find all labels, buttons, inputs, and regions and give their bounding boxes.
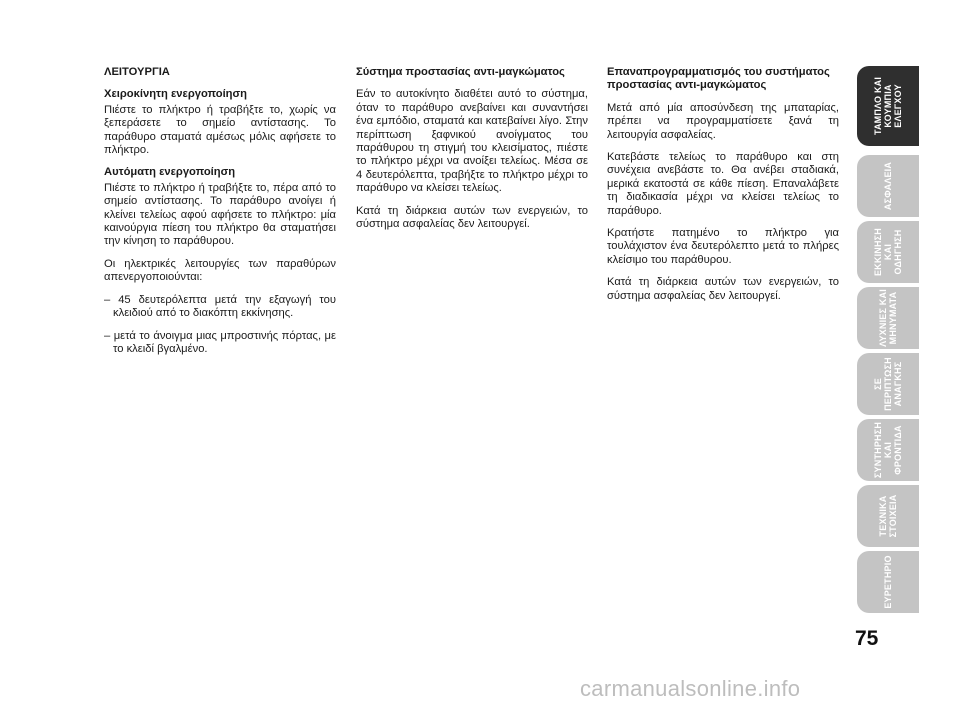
column-1: [104, 66, 336, 365]
paragraph: Οι ηλεκτρικές λειτουργίες των παραθύρων απενεργοποιούνται:: [104, 257, 336, 284]
subheading-manual: Χειροκίνητη ενεργοποίηση: [104, 88, 247, 101]
tab-emergency[interactable]: [857, 353, 919, 415]
tab-starting-driving[interactable]: [857, 221, 919, 283]
paragraph: Εάν το αυτοκίνητο διαθέτει αυτό το σύστημα, όταν το παράθυρο ανεβαίνει και συναντήσει ένα εμπόδιο, σταματά και κατεβαίνει λίγο. Στην περίπτωση ξαφνικού ανοίγματος του παράθυρου τη στιγμή του κλεισίματος, πιέστε το πλήκτρο μέχρι να ανοίξει τελείως. Μέσα σε 4 δευτερόλεπτα, τραβήξτε το πλήκτρο μέχρι το παράθυρο να κλείσει τελείως.: [356, 88, 588, 195]
bullet-item: – μετά το άνοιγμα μιας μπροστινής πόρτας, με το κλειδί βγαλμένο.: [104, 329, 336, 355]
page-number: 75: [855, 627, 879, 650]
tab-technical-data[interactable]: [857, 485, 919, 547]
subheading-automatic: Αυτόματη ενεργοποίηση: [104, 166, 236, 179]
bullet-item: – 45 δευτερόλεπτα μετά την εξαγωγή του κλειδιού από το διακόπτη εκκίνησης.: [104, 293, 336, 320]
tab-label: ΤΕΧΝΙΚΑ ΣΤΟΙΧΕΙΑ: [878, 494, 898, 538]
column-2: [356, 66, 588, 240]
tab-safety[interactable]: [857, 155, 919, 217]
tab-label: ΕΥΡΕΤΗΡΙΟ: [883, 555, 893, 609]
tab-label: ΣΥΝΤΗΡΗΣΗ ΚΑΙ ΦΡΟΝΤΙΔΑ: [873, 421, 903, 479]
tab-index[interactable]: [857, 551, 919, 613]
subheading-reprogramming: Επαναπρογραμματισμός του συστήματος προστασίας αντι-μαγκώματος: [607, 66, 830, 92]
column-3: [607, 66, 839, 312]
tab-label: ΤΑΜΠΛΟ ΚΑΙ ΚΟΥΜΠΙΑ ΕΛΕΓΧΟΥ: [873, 76, 903, 136]
watermark-text: carmanualsonline.info: [580, 676, 801, 701]
paragraph: Μετά από μία αποσύνδεση της μπαταρίας, πρέπει να προγραμματίσετε ξανά τη λειτουργία ασφαλείας.: [607, 101, 839, 141]
tab-label: ΑΣΦΑΛΕΙΑ: [883, 161, 893, 211]
tab-label: ΛΥΧΝΙΕΣ ΚΑΙ ΜΗΝΥΜΑΤΑ: [878, 289, 898, 347]
paragraph: Κρατήστε πατημένο το πλήκτρο για τουλάχιστον ένα δευτερόλεπτο μετά το πλήρες κλείσιμο του παράθυρου.: [607, 227, 839, 266]
paragraph: Κατά τη διάρκεια αυτών των ενεργειών, το σύστημα ασφαλείας δεν λειτουργεί.: [356, 204, 588, 231]
tab-maintenance[interactable]: [857, 419, 919, 481]
tab-label: ΣΕ ΠΕΡΙΠΤΩΣΗ ΑΝΑΓΚΗΣ: [873, 357, 903, 411]
paragraph: Πιέστε το πλήκτρο ή τραβήξτε το, χωρίς να ξεπεράσετε το σημείο αντίστασης. Το παράθυρο σταματά αμέσως μόλις αφήσετε το πλήκτρο.: [104, 103, 336, 157]
paragraph: Κατά τη διάρκεια αυτών των ενεργειών, το σύστημα ασφαλείας δεν λειτουργεί.: [607, 276, 839, 302]
tab-label: ΕΚΚΙΝΗΣΗ ΚΑΙ ΟΔΗΓΗΣΗ: [873, 228, 903, 277]
section-heading: ΛΕΙΤΟΥΡΓΙΑ: [104, 66, 170, 78]
paragraph: Πιέστε το πλήκτρο ή τραβήξτε το, πέρα από το σημείο αντίστασης. Το παράθυρο ανοίγει ή κλείνει τελείως αφού αφήσετε το πλήκτρο: μία καινούργια πίεση του πλήκτρο θα σταματήσει την κίνηση το παράθυρου.: [104, 181, 336, 248]
paragraph: Κατεβάστε τελείως το παράθυρο και στη συνέχεια ανεβάστε το. Θα ανέβει σταδιακά, μερικά εκατοστά σε κάθε πίεση. Επαναλάβετε τη διαδικασία μέχρι να κλείσει τελείως το παράθυρο.: [607, 151, 839, 217]
subheading-anti-pinch: Σύστημα προστασίας αντι-μαγκώματος: [356, 66, 565, 78]
tab-dashboard-controls[interactable]: [857, 66, 919, 146]
tab-warning-lights[interactable]: [857, 287, 919, 349]
